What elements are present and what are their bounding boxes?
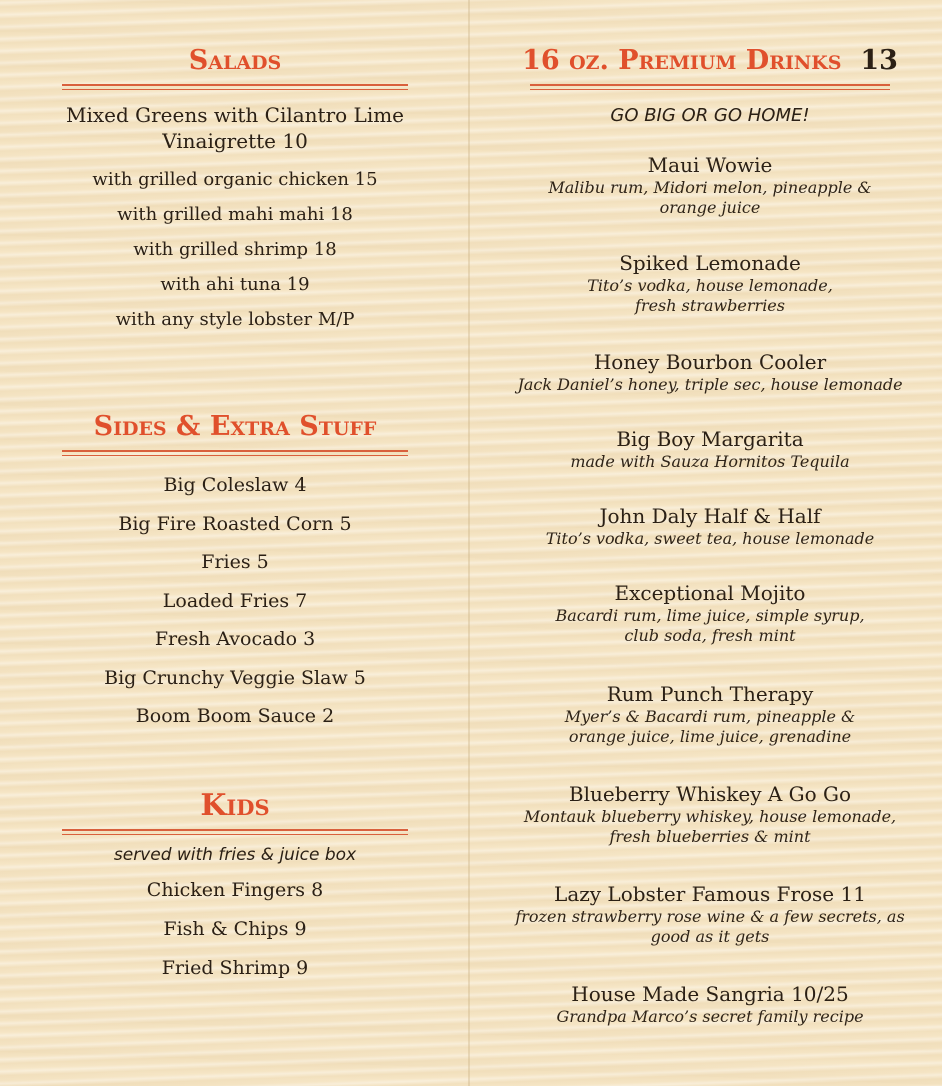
- salad-main-item: Mixed Greens with Cilantro Lime Vinaigrette 10: [65, 103, 405, 153]
- drink-item: [500, 250, 920, 316]
- side-item: Boom Boom Sauce 2: [135, 705, 335, 727]
- drink-item: [500, 681, 920, 747]
- side-item: Big Crunchy Veggie Slaw 5: [104, 666, 366, 689]
- drink-name: Maui Wowie: [647, 153, 773, 177]
- drinks-heading-title: Premium Drinks: [618, 45, 842, 76]
- drink-desc: Tito’s vodka, sweet tea, house lemonade: [545, 529, 875, 548]
- salads-section: [50, 44, 420, 337]
- drink-name: Lazy Lobster Famous Frose 11: [554, 882, 866, 906]
- sides-list: [50, 466, 420, 736]
- drink-name: Rum Punch Therapy: [606, 682, 814, 706]
- kids-note: served with fries & juice box: [113, 845, 357, 865]
- side-item: Big Coleslaw 4: [163, 474, 307, 496]
- drink-name: Big Boy Margarita: [616, 427, 804, 451]
- drinks-heading-prefix: 16 oz.: [522, 45, 609, 76]
- salad-addon: with any style lobster M/P: [115, 309, 355, 330]
- drink-item: [500, 981, 920, 1027]
- salad-addon: with grilled shrimp 18: [133, 239, 337, 260]
- drink-desc: Grandpa Marco’s secret family recipe: [556, 1007, 864, 1026]
- drink-desc: Montauk blueberry whiskey, house lemonade, fresh blueberries & mint: [523, 807, 897, 846]
- kids-item: Fried Shrimp 9: [161, 957, 309, 979]
- drink-name: John Daly Half & Half: [599, 504, 821, 528]
- salad-addons-list: [50, 162, 420, 337]
- drink-name: Blueberry Whiskey A Go Go: [568, 782, 852, 806]
- drink-desc: Jack Daniel’s honey, triple sec, house lemonade: [517, 375, 903, 394]
- drink-name: House Made Sangria 10/25: [571, 982, 849, 1006]
- kids-heading: Kids: [200, 788, 270, 823]
- drink-item: [500, 426, 920, 472]
- kids-item: Fish & Chips 9: [163, 918, 307, 940]
- drink-item: [500, 349, 920, 395]
- drink-item: [500, 881, 920, 947]
- sides-section: [50, 410, 420, 736]
- salads-heading: Salads: [188, 45, 282, 76]
- drink-desc: made with Sauza Hornitos Tequila: [570, 452, 850, 471]
- drink-name: Honey Bourbon Cooler: [593, 350, 827, 374]
- kids-list: [50, 871, 420, 988]
- menu-fold-line: [468, 0, 470, 1086]
- drink-item: [500, 503, 920, 549]
- drinks-rule: [530, 84, 890, 90]
- drinks-section: [500, 44, 920, 128]
- side-item: Loaded Fries 7: [162, 589, 308, 612]
- drinks-tagline: GO BIG OR GO HOME!: [610, 105, 810, 126]
- kids-section: [50, 789, 420, 988]
- salad-addon: with grilled organic chicken 15: [92, 169, 378, 190]
- drink-desc: Tito’s vodka, house lemonade, fresh strawberries: [587, 276, 833, 315]
- drink-name: Spiked Lemonade: [619, 251, 801, 275]
- side-item: Fries 5: [201, 551, 269, 573]
- drink-item: [500, 781, 920, 847]
- kids-item: Chicken Fingers 8: [146, 879, 324, 901]
- drink-desc: Bacardi rum, lime juice, simple syrup, club soda, fresh mint: [555, 606, 865, 645]
- sides-rule: [62, 450, 408, 456]
- salads-rule: [62, 84, 408, 90]
- drink-name: Exceptional Mojito: [614, 581, 806, 605]
- side-item: Fresh Avocado 3: [154, 628, 316, 650]
- drink-desc: frozen strawberry rose wine & a few secrets, as good as it gets: [515, 907, 905, 946]
- kids-rule: [62, 829, 408, 835]
- drink-item: [500, 580, 920, 646]
- drink-desc: Malibu rum, Midori melon, pineapple & orange juice: [548, 178, 872, 217]
- drinks-heading-price: 13: [860, 45, 898, 76]
- salad-addon: with ahi tuna 19: [160, 274, 310, 295]
- salad-addon: with grilled mahi mahi 18: [117, 204, 353, 225]
- drinks-heading: [500, 44, 920, 78]
- side-item: Big Fire Roasted Corn 5: [118, 512, 352, 535]
- sides-heading: Sides & Extra Stuff: [93, 411, 377, 442]
- drink-desc: Myer’s & Bacardi rum, pineapple & orange juice, lime juice, grenadine: [564, 707, 856, 746]
- drink-item: [500, 152, 920, 218]
